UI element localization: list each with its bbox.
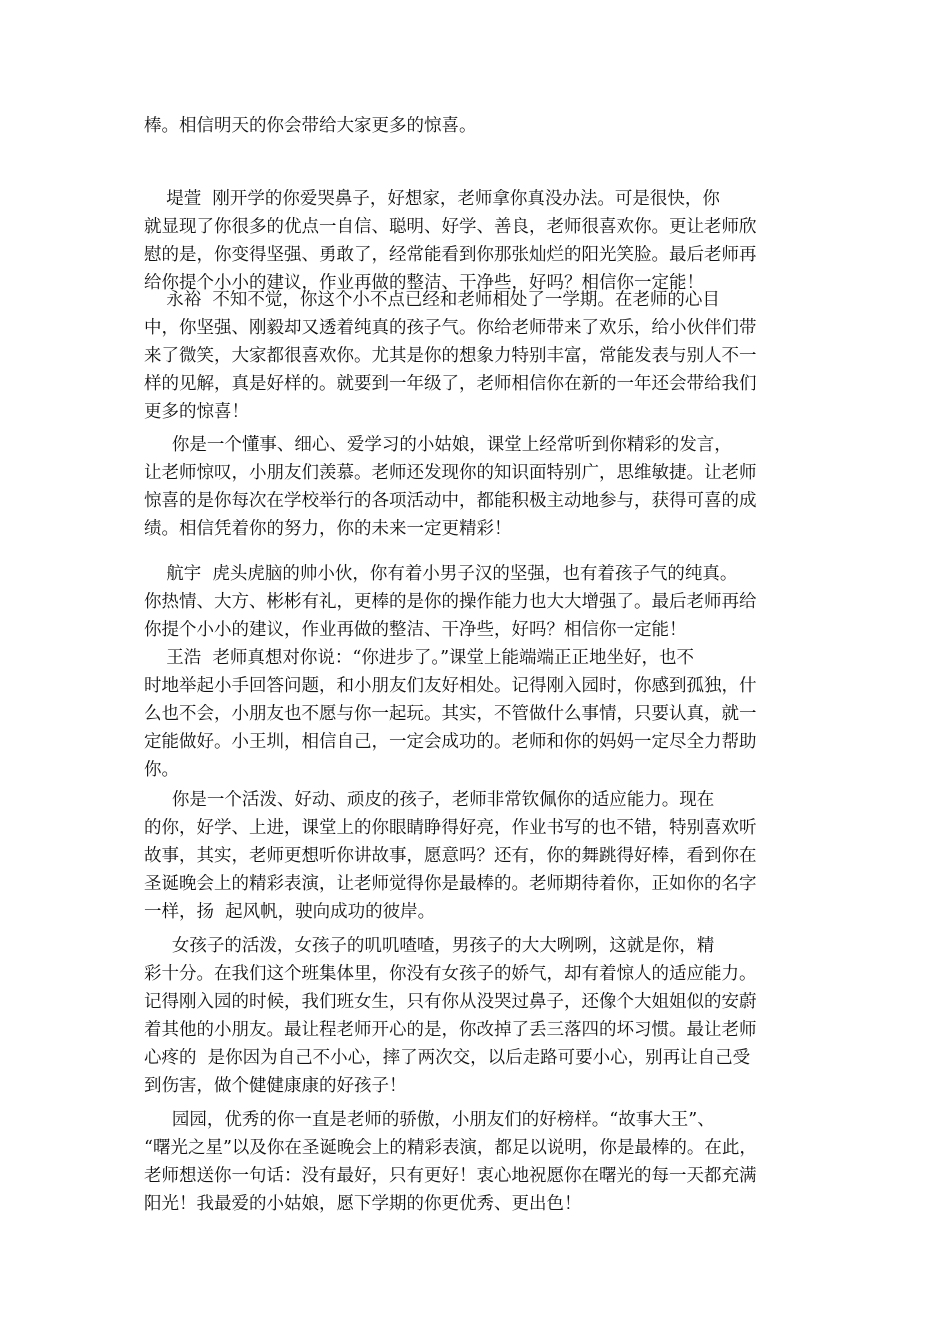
text-line: 你是一个懂事、细心、爱学习的小姑娘，课堂上经常听到你精彩的发言， [144,435,732,455]
text-line: 你提个小小的建议，作业再做的整洁、干净些，好吗？相信你一定能！ [144,620,687,640]
text-line: 的你，好学、上进，课堂上的你眼睛睁得好亮，作业书写的也不错，特别喜欢听 [144,818,757,838]
text-line: 你是一个活泼、好动、顽皮的孩子，老师非常钦佩你的适应能力。现在 [144,790,715,810]
text-line: 永裕 不知不觉，你这个小不点已经和老师相处了一学期。在老师的心目 [144,290,720,310]
text-line: 来了微笑，大家都很喜欢你。尤其是你的想象力特别丰富，常能发表与别人不一 [144,346,757,366]
text-line: 阳光！我最爱的小姑娘，愿下学期的你更优秀、更出色！ [144,1194,582,1214]
text-line: 园园，优秀的你一直是老师的骄傲，小朋友们的好榜样。“故事大王”、 [144,1110,715,1130]
text-line: 故事，其实，老师更想听你讲故事，愿意吗？还有，你的舞跳得好棒，看到你在 [144,846,757,866]
text-line: 棒。相信明天的你会带给大家更多的惊喜。 [144,116,477,136]
text-line: 样的见解，真是好样的。就要到一年级了，老师相信你在新的一年还会带给我们 [144,374,757,394]
text-line: 定能做好。小王圳，相信自己，一定会成功的。老师和你的妈妈一定尽全力帮助 [144,732,757,752]
text-line: 慰的是，你变得坚强、勇敢了，经常能看到你那张灿烂的阳光笑脸。最后老师再 [144,245,757,265]
text-line: 时地举起小手回答问题，和小朋友们友好相处。记得刚入园时，你感到孤独，什 [144,676,757,696]
text-line: 心疼的 是你因为自己不小心，摔了两次交，以后走路可要小心，别再让自己受 [144,1048,751,1068]
text-line: 彩十分。在我们这个班集体里，你没有女孩子的娇气，却有着惊人的适应能力。 [144,964,757,984]
text-line: 给你提个小小的建议，作业再做的整洁、干净些，好吗？相信你一定能！ [144,273,704,293]
text-line: 圣诞晚会上的精彩表演，让老师觉得你是最棒的。老师期待着你，正如你的名字 [144,874,757,894]
text-line: 堤萱 刚开学的你爱哭鼻子，好想家，老师拿你真没办法。可是很快，你 [144,189,720,209]
text-line: 绩。相信凭着你的努力，你的未来一定更精彩！ [144,519,512,539]
text-line: 着其他的小朋友。最让程老师开心的是，你改掉了丢三落四的坏习惯。最让老师 [144,1020,757,1040]
text-line: 么也不会，小朋友也不愿与你一起玩。其实，不管做什么事情，只要认真，就一 [144,704,757,724]
text-line: 你热情、大方、彬彬有礼，更棒的是你的操作能力也大大增强了。最后老师再给 [144,592,757,612]
text-line: 惊喜的是你每次在学校举行的各项活动中，都能积极主动地参与，获得可喜的成 [144,491,757,511]
text-line: 到伤害，做个健健康康的好孩子！ [144,1076,407,1096]
text-line: 记得刚入园的时候，我们班女生，只有你从没哭过鼻子，还像个大姐姐似的安蔚 [144,992,757,1012]
text-line: 女孩子的活泼，女孩子的叽叽喳喳，男孩子的大大咧咧，这就是你，精 [144,936,715,956]
text-line: 一样，扬 起风帆，驶向成功的彼岸。 [144,902,436,922]
text-line: 让老师惊叹，小朋友们羡慕。老师还发现你的知识面特别广，思维敏捷。让老师 [144,463,757,483]
text-line: “曙光之星”以及你在圣诞晚会上的精彩表演，都足以说明，你是最棒的。在此， [144,1138,757,1158]
text-line: 王浩 老师真想对你说：“你进步了。”课堂上能端端正正地坐好，也不 [144,648,695,668]
text-line: 老师想送你一句话：没有最好，只有更好！衷心地祝愿你在曙光的每一天都充满 [144,1166,757,1186]
text-line: 你。 [144,760,179,780]
text-line: 航宇 虎头虎脑的帅小伙，你有着小男子汉的坚强，也有着孩子气的纯真。 [144,564,738,584]
text-line: 中，你坚强、刚毅却又透着纯真的孩子气。你给老师带来了欢乐，给小伙伴们带 [144,318,757,338]
text-line: 更多的惊喜！ [144,402,249,422]
text-line: 就显现了你很多的优点一自信、聪明、好学、善良，老师很喜欢你。更让老师欣 [144,217,757,237]
